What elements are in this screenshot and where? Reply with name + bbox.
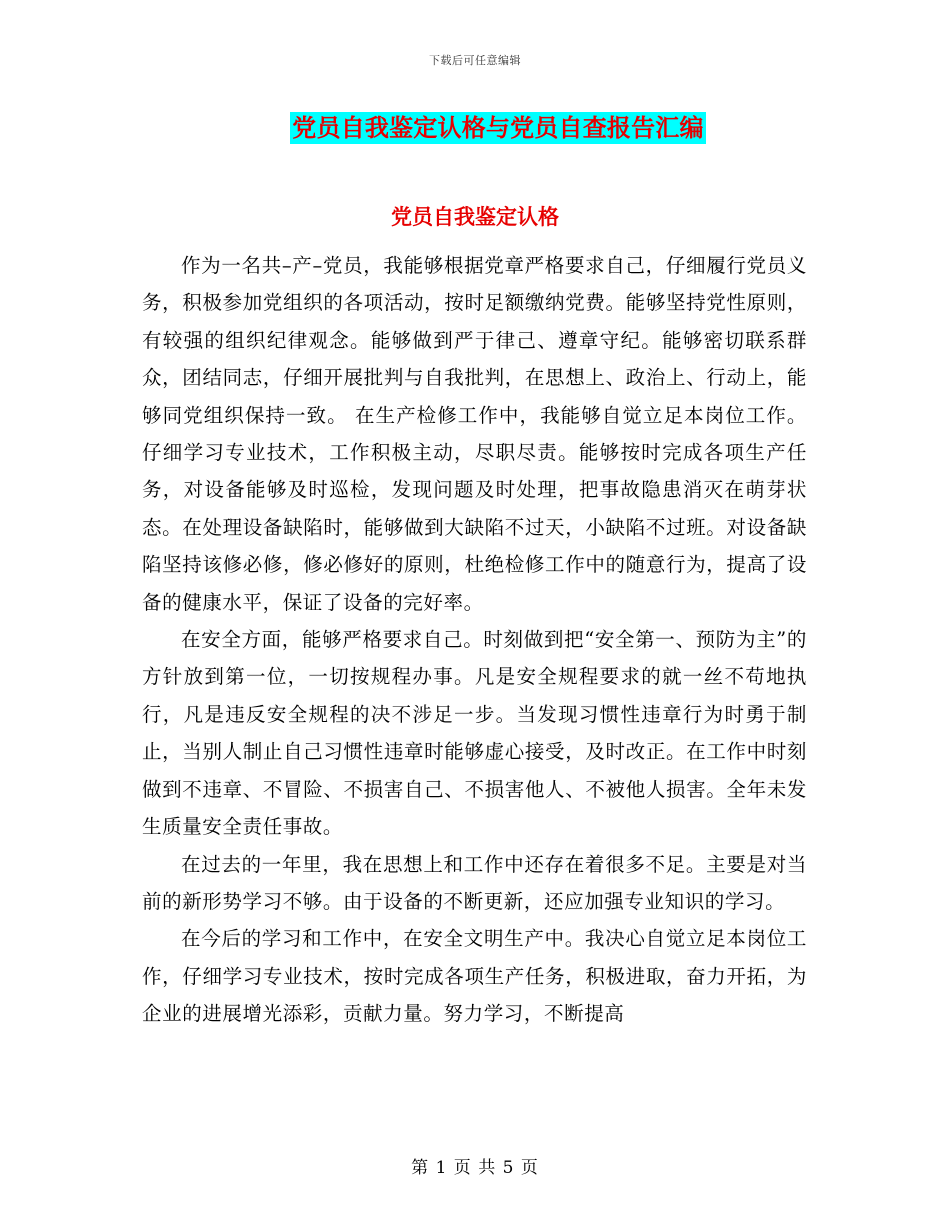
paragraph: 在安全方面，能够严格要求自己。时刻做到把“安全第一、预防为主”的方针放到第一位，一切按规程办事。凡是安全规程要求的就一丝不苟地执行，凡是违反安全规程的决不涉足一步。当发现习惯性违章行为时勇于制止，当别人制止自己习惯性违章时能够虚心接受，及时改正。在工作中时刻做到不违章、不冒险、不损害自己、不损害他人、不被他人损害。全年未发生质量安全责任事故。 bbox=[142, 628, 807, 839]
paragraph: 在过去的一年里，我在思想上和工作中还存在着很多不足。主要是对当前的新形势学习不够。由于设备的不断更新，还应加强专业知识的学习。 bbox=[142, 852, 807, 913]
header-note: 下载后可任意编辑 bbox=[429, 54, 521, 67]
page-number-footer: 第 1 页 共 5 页 bbox=[411, 1158, 539, 1178]
paragraph: 在今后的学习和工作中，在安全文明生产中。我决心自觉立足本岗位工作，仔细学习专业技术，按时完成各项生产任务，积极进取，奋力开拓，为企业的进展增光添彩，贡献力量。努力学习，不断提高 bbox=[142, 927, 807, 1026]
paragraph: 作为一名共–产–党员，我能够根据党章严格要求自己，仔细履行党员义务，积极参加党组织的各项活动，按时足额缴纳党费。能够坚持党性原则，有较强的组织纪律观念。能够做到严于律己、遵章守纪。能够密切联系群众，团结同志，仔细开展批判与自我批判，在思想上、政治上、行动上，能够同党组织保持一致。 在生产检修工作中，我能够自觉立足本岗位工作。仔细学习专业技术，工作积极主动，尽职尽责。能够按时完成各项生产任务，对设备能够及时巡检，发现问题及时处理，把事故隐患消灭在萌芽状态。在处理设备缺陷时，能够做到大缺陷不过天，小缺陷不过班。对设备缺陷坚持该修必修，修必修好的原则，杜绝检修工作中的随意行为，提高了设备的健康水平，保证了设备的完好率。 bbox=[142, 254, 807, 614]
document-title: 党员自我鉴定认格与党员自查报告汇编 bbox=[292, 113, 704, 142]
main-title-container bbox=[0, 112, 950, 144]
section-title: 党员自我鉴定认格 bbox=[391, 204, 559, 229]
document-body bbox=[142, 247, 807, 1033]
